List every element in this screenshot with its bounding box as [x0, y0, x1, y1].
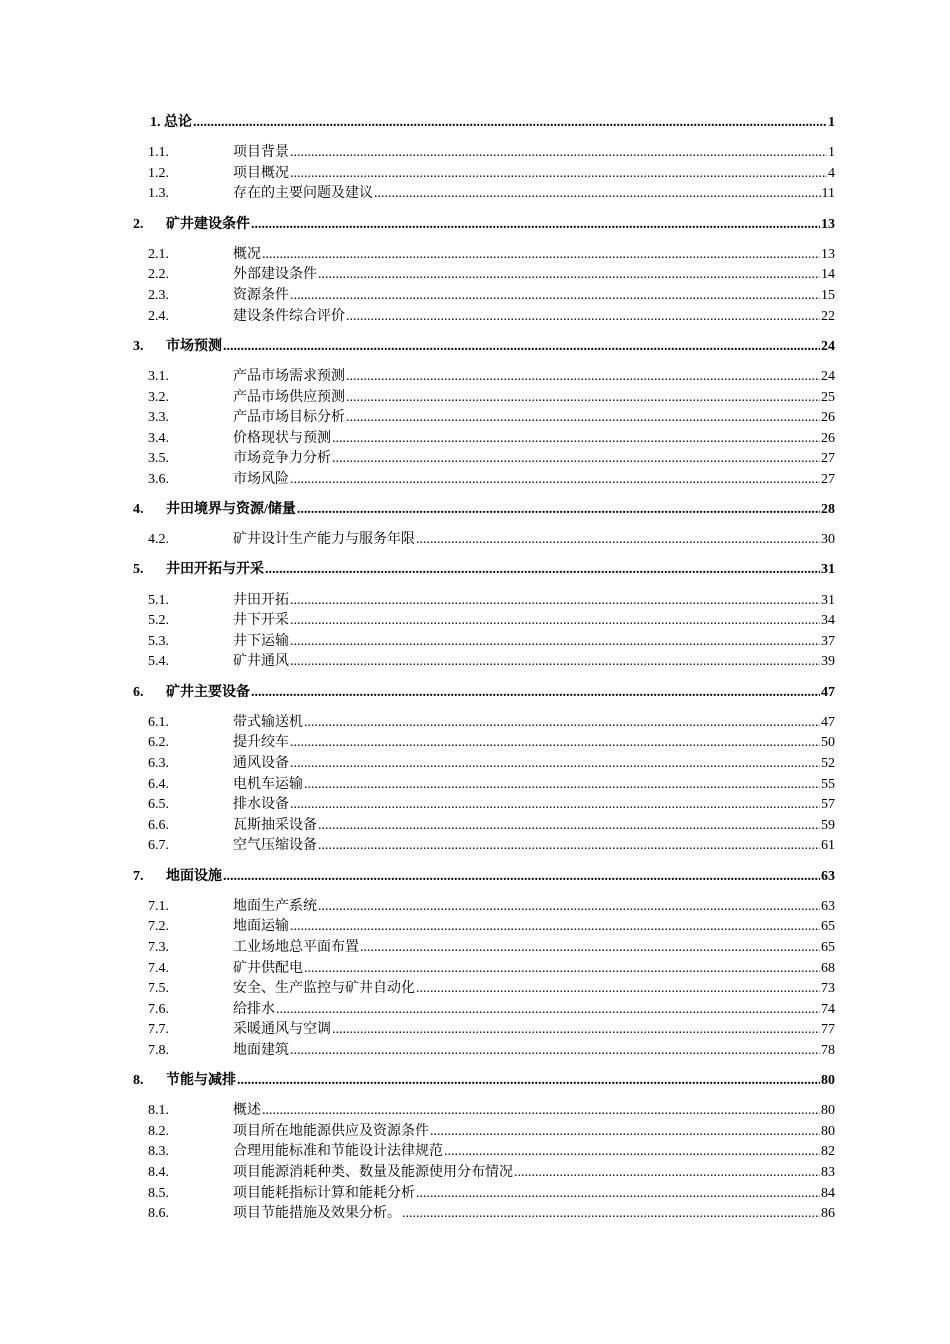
toc-entry-page-number: 86	[821, 1206, 835, 1222]
toc-entry-page-number: 1	[828, 145, 835, 161]
toc-entry-page-number: 80	[821, 1103, 835, 1119]
toc-entry-number: 2.2.	[148, 267, 169, 283]
toc-entry-line	[233, 754, 835, 775]
toc-entry-number: 8.6.	[148, 1206, 169, 1222]
toc-entry-title: 空气压缩设备	[233, 838, 317, 854]
toc-entry-number: 1.1.	[148, 145, 169, 161]
toc-section-entry[interactable]	[0, 388, 950, 409]
toc-section-entry[interactable]	[0, 733, 950, 754]
toc-entry-number: 2.1.	[148, 246, 169, 262]
toc-section-entry[interactable]	[0, 591, 950, 612]
toc-entry-title: 价格现状与预测	[233, 430, 331, 446]
toc-entry-line	[166, 337, 835, 358]
toc-entry-title: 电机车运输	[233, 776, 303, 792]
toc-entry-page-number: 26	[821, 430, 835, 446]
toc-section-entry[interactable]	[0, 470, 950, 491]
dot-leader	[416, 530, 820, 551]
toc-entry-number: 5.2.	[148, 613, 169, 629]
toc-entry-number: 7.3.	[148, 939, 169, 955]
toc-entry-title: 外部建设条件	[233, 267, 317, 283]
toc-entry-title: 市场预测	[166, 338, 222, 354]
toc-section-entry[interactable]	[0, 164, 950, 185]
toc-entry-line	[166, 683, 835, 704]
dot-leader	[374, 184, 821, 205]
toc-entry-line	[233, 611, 835, 632]
toc-entry-line	[233, 286, 835, 307]
toc-entry-page-number: 73	[821, 981, 835, 997]
dot-leader	[290, 611, 820, 632]
toc-section-entry[interactable]	[0, 754, 950, 775]
toc-section-entry[interactable]	[0, 795, 950, 816]
toc-entry-line	[233, 897, 835, 918]
toc-entry-number: 7.4.	[148, 960, 169, 976]
toc-entry-line	[233, 1163, 835, 1184]
dot-leader	[318, 816, 820, 837]
dot-leader	[290, 795, 820, 816]
toc-entry-page-number: 78	[821, 1042, 835, 1058]
toc-entry-number: 1.2.	[148, 165, 169, 181]
dot-leader	[290, 754, 820, 775]
toc-entry-page-number: 52	[821, 755, 835, 771]
toc-entry-number: 3.4.	[148, 430, 169, 446]
toc-entry-line	[233, 816, 835, 837]
toc-entry-page-number: 27	[821, 451, 835, 467]
toc-section-entry[interactable]	[0, 1163, 950, 1184]
toc-entry-page-number: 26	[821, 410, 835, 426]
toc-entry-line	[233, 388, 835, 409]
toc-entry-title: 矿井设计生产能力与服务年限	[233, 532, 415, 548]
toc-section-entry[interactable]	[0, 530, 950, 551]
toc-entry-number: 3.2.	[148, 389, 169, 405]
toc-entry-line	[233, 1020, 835, 1041]
toc-entry-title: 安全、生产监控与矿井自动化	[233, 981, 415, 997]
dot-leader	[262, 245, 820, 266]
dot-leader	[290, 632, 820, 653]
toc-entry-title: 节能与减排	[166, 1073, 236, 1089]
toc-entry-number: 3.	[133, 338, 144, 354]
dot-leader	[346, 388, 820, 409]
toc-entry-page-number: 84	[821, 1185, 835, 1201]
dot-leader	[223, 867, 820, 888]
toc-entry-title: 瓦斯抽采设备	[233, 817, 317, 833]
toc-entry-line	[233, 530, 835, 551]
dot-leader	[346, 367, 820, 388]
toc-entry-line	[233, 1122, 835, 1143]
toc-entry-number: 3.3.	[148, 410, 169, 426]
toc-entry-page-number: 47	[821, 684, 835, 700]
toc-entry-number: 7.8.	[148, 1042, 169, 1058]
toc-entry-page-number: 15	[821, 287, 835, 303]
toc-entry-title: 地面运输	[233, 919, 289, 935]
toc-entry-page-number: 1	[828, 115, 835, 130]
toc-entry-number: 4.	[133, 502, 144, 518]
toc-entry-page-number: 80	[821, 1123, 835, 1139]
toc-entry-line	[233, 245, 835, 266]
toc-entry-number: 8.4.	[148, 1165, 169, 1181]
dot-leader	[290, 733, 820, 754]
toc-section-entry[interactable]	[0, 713, 950, 734]
toc-section-entry[interactable]	[0, 1101, 950, 1122]
toc-entry-line	[233, 1184, 835, 1205]
toc-entry-number: 3.6.	[148, 471, 169, 487]
toc-entry-page-number: 55	[821, 776, 835, 792]
dot-leader	[290, 1041, 820, 1062]
toc-entry-line	[233, 1000, 835, 1021]
toc-entry-line	[233, 184, 835, 205]
toc-entry-line	[233, 1101, 835, 1122]
toc-entry-title: 产品市场需求预测	[233, 368, 345, 384]
toc-entry-page-number: 63	[821, 868, 835, 884]
toc-entry-page-number: 28	[821, 502, 835, 518]
toc-entry-line	[233, 938, 835, 959]
dot-leader	[297, 500, 820, 521]
toc-entry-line	[233, 795, 835, 816]
toc-section-entry[interactable]	[0, 816, 950, 837]
toc-chapter-entry[interactable]	[0, 560, 950, 581]
dot-leader	[346, 408, 820, 429]
toc-entry-number: 7.	[133, 868, 144, 884]
toc-section-entry[interactable]	[0, 408, 950, 429]
toc-section-entry[interactable]	[0, 1041, 950, 1062]
toc-section-entry[interactable]	[0, 265, 950, 286]
dot-leader	[237, 1071, 820, 1092]
toc-entry-page-number: 27	[821, 471, 835, 487]
toc-entry-page-number: 65	[821, 919, 835, 935]
dot-leader	[346, 307, 820, 328]
toc-entry-number: 6.4.	[148, 776, 169, 792]
dot-leader	[290, 591, 820, 612]
toc-entry-page-number: 68	[821, 960, 835, 976]
dot-leader	[332, 429, 820, 450]
toc-entry-line	[166, 215, 835, 236]
toc-entry-page-number: 4	[828, 165, 835, 181]
toc-entry-title: 矿井建设条件	[166, 216, 250, 232]
toc-entry-page-number: 59	[821, 817, 835, 833]
toc-entry-title: 井田开拓与开采	[166, 562, 264, 578]
toc-entry-line	[233, 1204, 835, 1225]
toc-entry-title: 通风设备	[233, 755, 289, 771]
toc-entry-title: 存在的主要问题及建议	[233, 186, 373, 202]
toc-entry-number: 5.1.	[148, 592, 169, 608]
toc-section-entry[interactable]	[0, 449, 950, 470]
toc-entry-number: 4.2.	[148, 532, 169, 548]
dot-leader	[416, 1184, 820, 1205]
toc-entry-number: 6.3.	[148, 755, 169, 771]
toc-entry-page-number: 22	[821, 308, 835, 324]
toc-entry-number: 8.	[133, 1073, 144, 1089]
toc-entry-line	[233, 591, 835, 612]
toc-entry-number: 7.1.	[148, 898, 169, 914]
dot-leader	[251, 683, 820, 704]
dot-leader	[304, 713, 820, 734]
toc-entry-number: 2.	[133, 216, 144, 232]
toc-entry-number: 8.5.	[148, 1185, 169, 1201]
dot-leader	[193, 113, 827, 134]
dot-leader	[332, 1020, 820, 1041]
toc-entry-title: 概述	[233, 1103, 261, 1119]
toc-entry-line	[233, 307, 835, 328]
toc-entry-title: 项目能耗指标计算和能耗分析	[233, 1185, 415, 1201]
dot-leader	[318, 265, 820, 286]
toc-entry-page-number: 63	[821, 898, 835, 914]
dot-leader	[290, 286, 820, 307]
toc-entry-line	[233, 836, 835, 857]
toc-entry-title: 排水设备	[233, 797, 289, 813]
toc-entry-number: 6.7.	[148, 838, 169, 854]
toc-entry-page-number: 31	[821, 592, 835, 608]
toc-entry-title: 工业场地总平面布置	[233, 939, 359, 955]
toc-entry-line	[166, 867, 835, 888]
toc-entry-number: 1.3.	[148, 186, 169, 202]
toc-section-entry[interactable]	[0, 775, 950, 796]
toc-entry-line	[166, 1071, 835, 1092]
toc-entry-page-number: 24	[821, 338, 835, 354]
toc-section-entry[interactable]	[0, 959, 950, 980]
toc-chapter-entry[interactable]	[0, 500, 950, 521]
dot-leader	[265, 560, 820, 581]
toc-entry-number: 3.5.	[148, 451, 169, 467]
dot-leader	[332, 449, 820, 470]
toc-entry-number: 7.6.	[148, 1001, 169, 1017]
toc-entry-title: 项目能源消耗种类、数量及能源使用分布情况	[233, 1165, 513, 1181]
toc-chapter-entry[interactable]	[0, 683, 950, 704]
dot-leader	[276, 1000, 820, 1021]
toc-entry-number: 6.	[133, 684, 144, 700]
toc-entry-line	[233, 917, 835, 938]
toc-entry-number: 3.1.	[148, 368, 169, 384]
toc-entry-line	[233, 408, 835, 429]
toc-entry-number: 5.4.	[148, 654, 169, 670]
dot-leader	[318, 897, 820, 918]
toc-entry-line	[233, 429, 835, 450]
toc-entry-title: 建设条件综合评价	[233, 308, 345, 324]
toc-section-entry[interactable]	[0, 143, 950, 164]
toc-entry-title: 资源条件	[233, 287, 289, 303]
toc-entry-page-number: 24	[821, 368, 835, 384]
toc-entry-number: 7.5.	[148, 981, 169, 997]
table-of-contents	[0, 113, 950, 1225]
toc-entry-number: 6.2.	[148, 735, 169, 751]
toc-entry-line	[233, 367, 835, 388]
dot-leader	[402, 1204, 820, 1225]
toc-entry-page-number: 57	[821, 797, 835, 813]
toc-entry-title: 项目所在地能源供应及资源条件	[233, 1123, 429, 1139]
toc-entry-title: 市场风险	[233, 471, 289, 487]
toc-entry-page-number: 50	[821, 735, 835, 751]
toc-entry-number: 2.4.	[148, 308, 169, 324]
toc-entry-line	[166, 560, 835, 581]
toc-entry-number: 7.7.	[148, 1022, 169, 1038]
toc-chapter-entry[interactable]	[0, 113, 950, 134]
toc-entry-number: 7.2.	[148, 919, 169, 935]
toc-entry-line	[233, 775, 835, 796]
toc-entry-title: 地面设施	[166, 868, 222, 884]
dot-leader	[416, 979, 820, 1000]
toc-entry-title: 地面建筑	[233, 1042, 289, 1058]
toc-entry-title: 产品市场目标分析	[233, 410, 345, 426]
dot-leader	[360, 938, 820, 959]
toc-entry-title: 井下开采	[233, 613, 289, 629]
toc-section-entry[interactable]	[0, 184, 950, 205]
toc-entry-title: 市场竞争力分析	[233, 451, 331, 467]
toc-entry-title: 提升绞车	[233, 735, 289, 751]
toc-entry-page-number: 65	[821, 939, 835, 955]
toc-entry-title: 项目背景	[233, 145, 289, 161]
toc-section-entry[interactable]	[0, 979, 950, 1000]
toc-section-entry[interactable]	[0, 245, 950, 266]
toc-entry-number: 2.3.	[148, 287, 169, 303]
dot-leader	[290, 143, 827, 164]
dot-leader	[430, 1122, 820, 1143]
toc-entry-line	[233, 652, 835, 673]
toc-entry-page-number: 31	[821, 562, 835, 578]
toc-section-entry[interactable]	[0, 938, 950, 959]
toc-section-entry[interactable]	[0, 429, 950, 450]
toc-section-entry[interactable]	[0, 1204, 950, 1225]
toc-chapter-entry[interactable]	[0, 215, 950, 236]
toc-section-entry[interactable]	[0, 286, 950, 307]
toc-section-entry[interactable]	[0, 1020, 950, 1041]
toc-entry-line	[233, 265, 835, 286]
dot-leader	[318, 836, 820, 857]
toc-section-entry[interactable]	[0, 897, 950, 918]
toc-entry-title: 地面生产系统	[233, 898, 317, 914]
toc-chapter-entry[interactable]	[0, 1071, 950, 1092]
toc-entry-number: 8.2.	[148, 1123, 169, 1139]
toc-entry-line	[233, 1041, 835, 1062]
toc-entry-page-number: 80	[821, 1073, 835, 1089]
toc-entry-number: 6.6.	[148, 817, 169, 833]
toc-entry-page-number: 83	[821, 1165, 835, 1181]
toc-entry-line	[166, 500, 835, 521]
dot-leader	[251, 215, 820, 236]
toc-entry-page-number: 34	[821, 613, 835, 629]
toc-section-entry[interactable]	[0, 1000, 950, 1021]
toc-entry-title: 项目节能措施及效果分析。	[233, 1206, 401, 1222]
toc-entry-page-number: 25	[821, 389, 835, 405]
toc-entry-page-number: 14	[821, 267, 835, 283]
toc-entry-line	[233, 733, 835, 754]
toc-entry-page-number: 13	[821, 246, 835, 262]
toc-section-entry[interactable]	[0, 836, 950, 857]
toc-entry-title: 产品市场供应预测	[233, 389, 345, 405]
toc-entry-number: 5.3.	[148, 633, 169, 649]
toc-entry-title: 矿井通风	[233, 654, 289, 670]
toc-entry-title: 矿井主要设备	[166, 684, 250, 700]
toc-entry-title: 采暖通风与空调	[233, 1022, 331, 1038]
toc-entry-title: 概况	[233, 246, 261, 262]
toc-entry-line	[233, 449, 835, 470]
dot-leader	[290, 470, 820, 491]
toc-entry-line	[233, 632, 835, 653]
dot-leader	[290, 164, 827, 185]
toc-chapter-entry[interactable]	[0, 867, 950, 888]
toc-entry-page-number: 39	[821, 654, 835, 670]
dot-leader	[290, 652, 820, 673]
toc-section-entry[interactable]	[0, 611, 950, 632]
toc-section-entry[interactable]	[0, 917, 950, 938]
toc-entry-page-number: 13	[821, 216, 835, 232]
toc-entry-title: 项目概况	[233, 165, 289, 181]
toc-section-entry[interactable]	[0, 1142, 950, 1163]
toc-entry-line	[233, 143, 835, 164]
toc-section-entry[interactable]	[0, 307, 950, 328]
toc-entry-number: 8.3.	[148, 1144, 169, 1160]
toc-entry-page-number: 74	[821, 1001, 835, 1017]
toc-entry-number: 5.	[133, 562, 144, 578]
toc-entry-line	[233, 1142, 835, 1163]
toc-entry-line	[233, 713, 835, 734]
toc-entry-page-number: 37	[821, 633, 835, 649]
toc-entry-page-number: 77	[821, 1022, 835, 1038]
toc-entry-line	[233, 470, 835, 491]
toc-entry-title: 带式输送机	[233, 714, 303, 730]
dot-leader	[304, 775, 820, 796]
toc-section-entry[interactable]	[0, 1122, 950, 1143]
toc-section-entry[interactable]	[0, 367, 950, 388]
toc-entry-title: 井田境界与资源/储量	[166, 502, 296, 518]
toc-entry-number: 8.1.	[148, 1103, 169, 1119]
toc-chapter-entry[interactable]	[0, 337, 950, 358]
toc-entry-number: 6.1.	[148, 714, 169, 730]
toc-entry-line	[233, 979, 835, 1000]
toc-entry-line	[150, 113, 835, 134]
dot-leader	[290, 917, 820, 938]
toc-entry-page-number: 82	[821, 1144, 835, 1160]
toc-entry-page-number: 47	[821, 714, 835, 730]
toc-section-entry[interactable]	[0, 652, 950, 673]
toc-section-entry[interactable]	[0, 632, 950, 653]
toc-entry-page-number: 11	[821, 186, 835, 202]
toc-entry-title: 井田开拓	[233, 592, 289, 608]
toc-section-entry[interactable]	[0, 1184, 950, 1205]
dot-leader	[262, 1101, 820, 1122]
toc-entry-title: 井下运输	[233, 633, 289, 649]
toc-entry-number: 6.5.	[148, 797, 169, 813]
toc-entry-title: 给排水	[233, 1001, 275, 1017]
toc-entry-title: 矿井供配电	[233, 960, 303, 976]
toc-entry-line	[233, 959, 835, 980]
dot-leader	[514, 1163, 820, 1184]
toc-entry-title: 合理用能标准和节能设计法律规范	[233, 1144, 443, 1160]
toc-entry-title: 1. 总论	[150, 115, 192, 130]
toc-entry-page-number: 30	[821, 532, 835, 548]
dot-leader	[304, 959, 820, 980]
dot-leader	[223, 337, 820, 358]
toc-entry-line	[233, 164, 835, 185]
toc-entry-page-number: 61	[821, 838, 835, 854]
dot-leader	[444, 1142, 820, 1163]
